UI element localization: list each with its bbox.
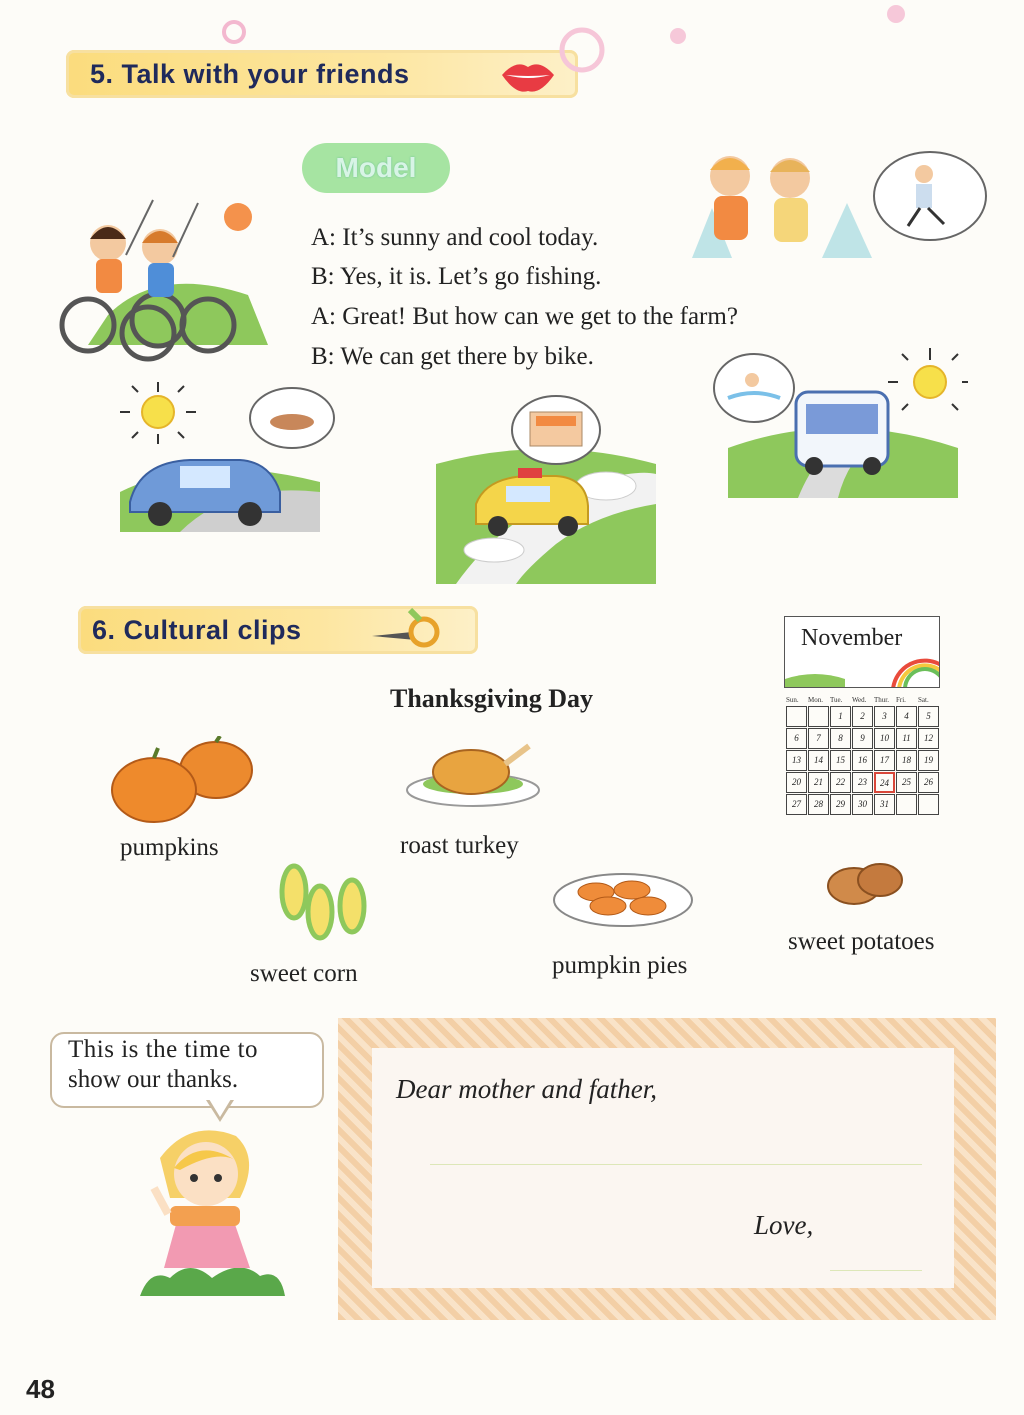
calendar-day-cell: 12	[918, 728, 939, 749]
bus-swimming-illustration	[708, 348, 968, 498]
letter-writing-line-2[interactable]	[830, 1270, 922, 1271]
calendar-day-cell: 31	[874, 794, 895, 815]
calendar-day-cell: 4	[896, 706, 917, 727]
calendar-day-header: Thur.	[874, 696, 889, 704]
calendar-day-cell: 18	[896, 750, 917, 771]
calendar-day-cell: 10	[874, 728, 895, 749]
calendar-day-cell: 24	[874, 772, 895, 793]
calendar-day-cell: 23	[852, 772, 873, 793]
calendar-day-header: Sat.	[918, 696, 929, 704]
model-label: Model	[302, 143, 450, 193]
section6-title: 6. Cultural clips	[92, 615, 302, 645]
pumpkins-illustration	[108, 736, 258, 826]
pink-dots-icon	[660, 0, 920, 50]
letter-writing-line-1[interactable]	[430, 1164, 922, 1165]
calendar-day-cell: 14	[808, 750, 829, 771]
calendar-header	[784, 616, 940, 688]
calendar-day-cell	[786, 706, 807, 727]
calendar-day-cell: 13	[786, 750, 807, 771]
calendar-day-cell: 7	[808, 728, 829, 749]
calendar-month: November	[801, 625, 903, 651]
calendar-day-cell: 25	[896, 772, 917, 793]
calendar-day-cell: 3	[874, 706, 895, 727]
calendar-day-cell: 28	[808, 794, 829, 815]
taxi-shop-illustration	[436, 394, 656, 584]
speech-bubble-tail-inner	[209, 1099, 231, 1117]
roast-turkey-label: roast turkey	[400, 832, 519, 859]
calendar-day-cell: 22	[830, 772, 851, 793]
roast-turkey-illustration	[405, 740, 545, 810]
dialogue-line-4: B: We can get there by bike.	[311, 343, 594, 370]
calendar-day-cell	[896, 794, 917, 815]
calendar-day-cell: 27	[786, 794, 807, 815]
speech-line-1: This is the time to	[68, 1036, 259, 1063]
page-number: 48	[26, 1374, 55, 1404]
bike-children-illustration	[48, 195, 278, 370]
calendar-day-cell: 15	[830, 750, 851, 771]
calendar	[784, 616, 940, 821]
calendar-day-header: Sun.	[786, 696, 799, 704]
sweet-corn-illustration	[266, 862, 378, 944]
pumpkin-pies-illustration	[552, 870, 694, 928]
thanksgiving-heading: Thanksgiving Day	[390, 684, 594, 713]
calendar-day-cell: 8	[830, 728, 851, 749]
calendar-day-cell: 1	[830, 706, 851, 727]
pumpkins-label: pumpkins	[120, 834, 219, 861]
calendar-day-cell: 19	[918, 750, 939, 771]
calendar-day-cell: 16	[852, 750, 873, 771]
car-fishing-illustration	[120, 382, 340, 542]
letter-closing: Love,	[754, 1210, 814, 1240]
calendar-day-cell: 29	[830, 794, 851, 815]
speech-line-2: show our thanks.	[68, 1066, 239, 1093]
magnifier-icon	[372, 604, 458, 654]
calendar-day-cell: 20	[786, 772, 807, 793]
calendar-day-cell: 11	[896, 728, 917, 749]
dialogue-line-3: A: Great! But how can we get to the farm?	[311, 303, 738, 330]
dialogue-line-2: B: Yes, it is. Let’s go fishing.	[311, 263, 602, 290]
bubble-decoration-icon	[210, 10, 610, 80]
calendar-day-cell	[808, 706, 829, 727]
calendar-day-header: Fri.	[896, 696, 906, 704]
calendar-day-cell: 21	[808, 772, 829, 793]
calendar-day-cell	[918, 794, 939, 815]
calendar-day-cell: 30	[852, 794, 873, 815]
girl-illustration	[140, 1118, 285, 1296]
calendar-day-cell: 17	[874, 750, 895, 771]
section5-title: 5. Talk with your friends	[90, 59, 410, 89]
calendar-day-cell: 9	[852, 728, 873, 749]
sweet-corn-label: sweet corn	[250, 960, 358, 987]
calendar-day-header: Wed.	[852, 696, 867, 704]
calendar-day-cell: 26	[918, 772, 939, 793]
calendar-day-cell: 2	[852, 706, 873, 727]
calendar-day-cell: 6	[786, 728, 807, 749]
dialogue-line-1: A: It’s sunny and cool today.	[311, 224, 599, 251]
calendar-day-header: Mon.	[808, 696, 823, 704]
sweet-potatoes-label: sweet potatoes	[788, 928, 935, 955]
calendar-day-cell: 5	[918, 706, 939, 727]
snow-children-illustration	[672, 148, 992, 278]
pumpkin-pies-label: pumpkin pies	[552, 952, 688, 979]
letter-greeting: Dear mother and father,	[396, 1074, 657, 1104]
calendar-day-header: Tue.	[830, 696, 843, 704]
sweet-potatoes-illustration	[824, 856, 906, 908]
